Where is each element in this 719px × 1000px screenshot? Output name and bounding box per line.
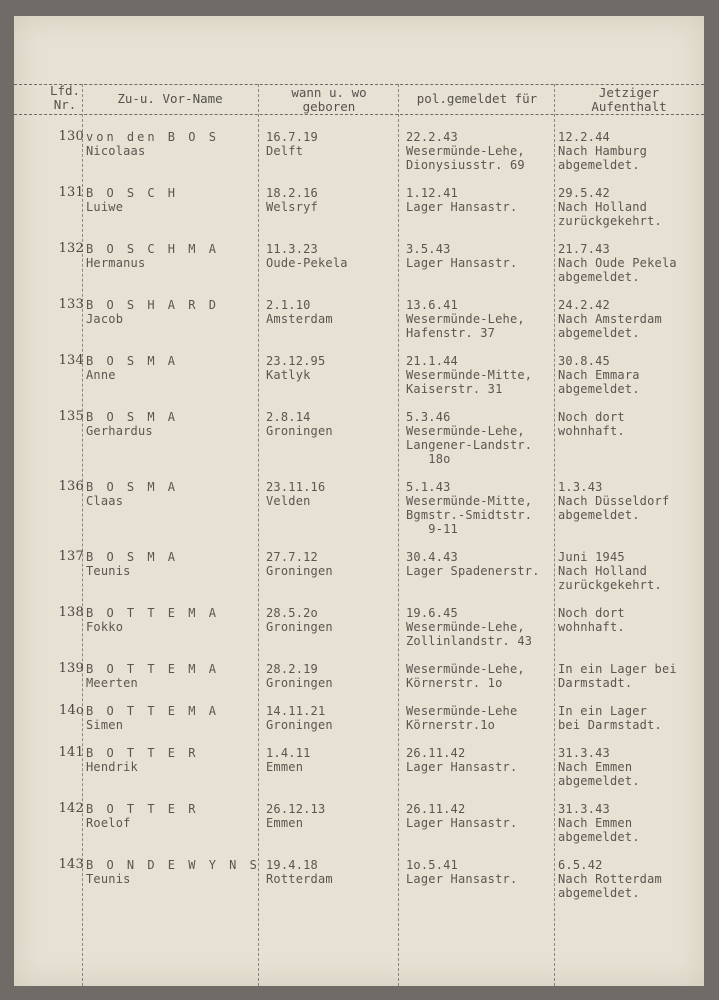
record-number bbox=[38, 662, 84, 676]
record-number-line: 141 bbox=[58, 745, 84, 760]
record-registration-line: Wesermünde-Lehe, bbox=[406, 144, 525, 158]
record-name-line: Nicolaas bbox=[86, 144, 146, 158]
record-number-line: 133 bbox=[58, 297, 84, 312]
record-number-line: 131 bbox=[58, 185, 84, 200]
record-registration bbox=[406, 242, 517, 270]
header-line: Lfd. bbox=[49, 83, 81, 98]
record-current-stay bbox=[558, 858, 662, 900]
record-number-line: 135 bbox=[58, 409, 84, 424]
record-name-line: Anne bbox=[86, 368, 116, 382]
record-current-stay-line: zurückgekehrt. bbox=[558, 578, 662, 592]
record-birth-line: 23.12.95 bbox=[266, 354, 326, 368]
record-name-line: B O T T E M A bbox=[86, 606, 219, 620]
record-birth-line: Groningen bbox=[266, 676, 333, 690]
record-birth bbox=[266, 550, 333, 578]
record-registration-line: Langener-Landstr. bbox=[406, 438, 533, 452]
record-birth bbox=[266, 704, 333, 732]
record-current-stay-line: 21.7.43 bbox=[558, 242, 610, 256]
record-name bbox=[86, 354, 178, 382]
record-current-stay-line: In ein Lager bei bbox=[558, 662, 677, 676]
header-registered bbox=[402, 92, 552, 106]
record-birth-line: Groningen bbox=[266, 564, 333, 578]
record-name bbox=[86, 130, 219, 158]
record-registration bbox=[406, 550, 540, 578]
record-number bbox=[38, 606, 84, 620]
record-current-stay-line: In ein Lager bbox=[558, 704, 648, 718]
header-lfd-nr bbox=[48, 84, 82, 112]
record-name bbox=[86, 858, 260, 886]
record-birth-line: 27.7.12 bbox=[266, 550, 318, 564]
record-birth-line: 1.4.11 bbox=[266, 746, 311, 760]
record-registration bbox=[406, 606, 532, 648]
record-name-line: Luiwe bbox=[86, 200, 124, 214]
record-name-line: B O N D E W Y N S bbox=[86, 858, 260, 872]
record-name-line: Claas bbox=[86, 494, 124, 508]
record-number bbox=[38, 242, 84, 256]
record-name-line: B O T T E M A bbox=[86, 662, 219, 676]
record-birth-line: Katlyk bbox=[266, 368, 311, 382]
header-born bbox=[262, 86, 396, 114]
column-rule-4 bbox=[554, 84, 555, 986]
record-birth-line: Groningen bbox=[266, 718, 333, 732]
record-registration-line: Hafenstr. 37 bbox=[406, 326, 496, 340]
column-rule-1 bbox=[82, 84, 83, 986]
record-number bbox=[38, 186, 84, 200]
record-registration-line: Körnerstr.1o bbox=[406, 718, 496, 732]
record-registration bbox=[406, 704, 517, 732]
record-name-line: Jacob bbox=[86, 312, 124, 326]
record-registration-line: Dionysiusstr. 69 bbox=[406, 158, 525, 172]
record-number bbox=[38, 746, 84, 760]
record-name-line: Teunis bbox=[86, 564, 131, 578]
record-number bbox=[38, 802, 84, 816]
record-birth-line: Oude-Pekela bbox=[266, 256, 348, 270]
record-birth-line: Welsryf bbox=[266, 200, 318, 214]
record-registration-line: Wesermünde-Mitte, bbox=[406, 368, 533, 382]
record-registration-line: Kaiserstr. 31 bbox=[406, 382, 503, 396]
record-name bbox=[86, 410, 178, 438]
record-name-line: B O S C H M A bbox=[86, 242, 219, 256]
record-current-stay-line: Juni 1945 bbox=[558, 550, 625, 564]
record-current-stay-line: abgemeldet. bbox=[558, 382, 640, 396]
record-current-stay bbox=[558, 410, 625, 438]
record-current-stay-line: Nach Hamburg bbox=[558, 144, 648, 158]
record-current-stay-line: bei Darmstadt. bbox=[558, 718, 662, 732]
record-current-stay bbox=[558, 704, 662, 732]
record-current-stay bbox=[558, 606, 625, 634]
record-number bbox=[38, 130, 84, 144]
record-number bbox=[38, 858, 84, 872]
record-number bbox=[38, 480, 84, 494]
record-number-line: 142 bbox=[58, 801, 84, 816]
record-registration-line: 22.2.43 bbox=[406, 130, 458, 144]
record-registration-line: Wesermünde-Lehe bbox=[406, 704, 518, 718]
record-registration-line: Wesermünde-Lehe, bbox=[406, 312, 525, 326]
record-current-stay-line: 6.5.42 bbox=[558, 858, 603, 872]
record-name-line: B O S M A bbox=[86, 354, 179, 368]
record-registration-line: Lager Spadenerstr. bbox=[406, 564, 540, 578]
record-number-line: 132 bbox=[58, 241, 84, 256]
record-registration-line: Wesermünde-Lehe, bbox=[406, 620, 525, 634]
record-name-line: Simen bbox=[86, 718, 124, 732]
record-name bbox=[86, 704, 219, 732]
record-registration-line: Lager Hansastr. bbox=[406, 816, 518, 830]
record-current-stay-line: abgemeldet. bbox=[558, 158, 640, 172]
record-birth bbox=[266, 858, 333, 886]
column-rule-2 bbox=[258, 84, 259, 986]
record-registration bbox=[406, 480, 532, 536]
record-registration-line: 1.12.41 bbox=[406, 186, 458, 200]
record-current-stay-line: abgemeldet. bbox=[558, 774, 640, 788]
record-current-stay-line: Nach Holland bbox=[558, 200, 648, 214]
record-name bbox=[86, 746, 198, 774]
record-registration-line: 18o bbox=[406, 452, 451, 466]
record-registration-line: 21.1.44 bbox=[406, 354, 458, 368]
record-current-stay-line: wohnhaft. bbox=[558, 620, 625, 634]
record-name bbox=[86, 186, 178, 214]
record-birth-line: 23.11.16 bbox=[266, 480, 326, 494]
record-birth-line: Groningen bbox=[266, 620, 333, 634]
record-birth bbox=[266, 802, 325, 830]
header-current-stay bbox=[556, 86, 702, 114]
record-registration bbox=[406, 410, 532, 466]
record-registration-line: 19.6.45 bbox=[406, 606, 458, 620]
record-birth bbox=[266, 746, 311, 774]
record-birth-line: 2.8.14 bbox=[266, 410, 311, 424]
record-current-stay-line: abgemeldet. bbox=[558, 326, 640, 340]
record-current-stay-line: Nach Emmen bbox=[558, 816, 633, 830]
record-current-stay-line: abgemeldet. bbox=[558, 270, 640, 284]
record-name bbox=[86, 480, 178, 508]
record-birth bbox=[266, 186, 318, 214]
record-current-stay-line: 1.3.43 bbox=[558, 480, 603, 494]
record-birth-line: Rotterdam bbox=[266, 872, 333, 886]
record-current-stay-line: 12.2.44 bbox=[558, 130, 610, 144]
record-name-line: B O S H A R D bbox=[86, 298, 219, 312]
record-birth-line: 28.2.19 bbox=[266, 662, 318, 676]
record-number bbox=[38, 298, 84, 312]
record-current-stay bbox=[558, 298, 662, 340]
record-current-stay-line: 31.3.43 bbox=[558, 802, 610, 816]
record-current-stay-line: Nach Emmara bbox=[558, 368, 640, 382]
record-current-stay-line: Noch dort bbox=[558, 606, 625, 620]
record-registration bbox=[406, 858, 517, 886]
record-current-stay bbox=[558, 242, 677, 284]
record-current-stay bbox=[558, 550, 662, 592]
record-name-line: Fokko bbox=[86, 620, 124, 634]
record-registration-line: 26.11.42 bbox=[406, 802, 466, 816]
record-registration bbox=[406, 746, 517, 774]
record-name bbox=[86, 606, 219, 634]
record-number-line: 139 bbox=[58, 661, 84, 676]
record-name-line: B O S M A bbox=[86, 550, 179, 564]
record-birth-line: Delft bbox=[266, 144, 304, 158]
record-registration bbox=[406, 186, 517, 214]
record-birth-line: Groningen bbox=[266, 424, 333, 438]
record-registration-line: 9-11 bbox=[406, 522, 458, 536]
record-current-stay bbox=[558, 480, 669, 522]
record-current-stay-line: Noch dort bbox=[558, 410, 625, 424]
record-number-line: 14o bbox=[59, 703, 84, 718]
record-registration-line: Lager Hansastr. bbox=[406, 256, 518, 270]
record-current-stay-line: Nach Oude Pekela bbox=[558, 256, 677, 270]
record-birth-line: 16.7.19 bbox=[266, 130, 318, 144]
record-birth bbox=[266, 354, 325, 382]
record-number bbox=[38, 704, 84, 718]
record-number-line: 138 bbox=[58, 605, 84, 620]
record-registration-line: Wesermünde-Lehe, bbox=[406, 662, 525, 676]
record-current-stay-line: Darmstadt. bbox=[558, 676, 633, 690]
record-name-line: von den B O S bbox=[86, 130, 219, 144]
record-birth bbox=[266, 298, 333, 326]
record-current-stay bbox=[558, 662, 677, 690]
record-birth-line: 19.4.18 bbox=[266, 858, 318, 872]
record-registration bbox=[406, 354, 532, 396]
header-line: Jetziger bbox=[598, 85, 660, 100]
record-birth-line: 2.1.10 bbox=[266, 298, 311, 312]
record-number-line: 137 bbox=[58, 549, 84, 564]
record-current-stay-line: zurückgekehrt. bbox=[558, 214, 662, 228]
record-current-stay-line: Nach Holland bbox=[558, 564, 648, 578]
header-line: Nr. bbox=[53, 97, 77, 112]
record-current-stay-line: abgemeldet. bbox=[558, 886, 640, 900]
record-birth bbox=[266, 410, 333, 438]
record-birth-line: 14.11.21 bbox=[266, 704, 326, 718]
record-registration-line: 30.4.43 bbox=[406, 550, 458, 564]
record-number-line: 134 bbox=[58, 353, 84, 368]
record-registration-line: Zollinlandstr. 43 bbox=[406, 634, 533, 648]
record-name-line: B O S C H bbox=[86, 186, 179, 200]
record-name-line: B O T T E M A bbox=[86, 704, 219, 718]
record-registration-line: 1o.5.41 bbox=[406, 858, 458, 872]
record-current-stay bbox=[558, 130, 647, 172]
record-registration bbox=[406, 802, 517, 830]
record-name bbox=[86, 242, 219, 270]
record-name-line: Hendrik bbox=[86, 760, 138, 774]
record-name-line: Gerhardus bbox=[86, 424, 153, 438]
column-rule-3 bbox=[398, 84, 399, 986]
record-name-line: B O T T E R bbox=[86, 746, 199, 760]
record-birth bbox=[266, 242, 348, 270]
header-line: pol.gemeldet für bbox=[416, 91, 538, 106]
record-birth-line: Velden bbox=[266, 494, 311, 508]
record-registration-line: Wesermünde-Mitte, bbox=[406, 494, 533, 508]
record-registration-line: Bgmstr.-Smidtstr. bbox=[406, 508, 533, 522]
record-name bbox=[86, 662, 219, 690]
record-birth-line: 18.2.16 bbox=[266, 186, 318, 200]
record-registration-line: 3.5.43 bbox=[406, 242, 451, 256]
record-name-line: Hermanus bbox=[86, 256, 146, 270]
record-registration bbox=[406, 662, 525, 690]
record-registration-line: Wesermünde-Lehe, bbox=[406, 424, 525, 438]
record-current-stay-line: abgemeldet. bbox=[558, 508, 640, 522]
record-number bbox=[38, 410, 84, 424]
record-registration-line: Lager Hansastr. bbox=[406, 872, 518, 886]
record-name-line: Roelof bbox=[86, 816, 131, 830]
record-current-stay-line: Nach Düsseldorf bbox=[558, 494, 670, 508]
record-current-stay bbox=[558, 746, 640, 788]
record-number-line: 143 bbox=[58, 857, 84, 872]
record-current-stay-line: abgemeldet. bbox=[558, 830, 640, 844]
record-registration-line: 13.6.41 bbox=[406, 298, 458, 312]
record-name-line: B O T T E R bbox=[86, 802, 199, 816]
record-birth bbox=[266, 662, 333, 690]
document-sheet bbox=[14, 16, 704, 986]
record-number bbox=[38, 354, 84, 368]
record-birth bbox=[266, 606, 333, 634]
record-name bbox=[86, 298, 219, 326]
record-current-stay-line: 24.2.42 bbox=[558, 298, 610, 312]
record-registration-line: 5.1.43 bbox=[406, 480, 451, 494]
record-birth-line: 28.5.2o bbox=[266, 606, 318, 620]
record-birth-line: 11.3.23 bbox=[266, 242, 318, 256]
record-registration-line: 26.11.42 bbox=[406, 746, 466, 760]
record-name-line: B O S M A bbox=[86, 410, 179, 424]
record-name-line: B O S M A bbox=[86, 480, 179, 494]
header-name bbox=[86, 92, 254, 106]
header-rule-bottom bbox=[14, 114, 704, 115]
record-current-stay-line: Nach Emmen bbox=[558, 760, 633, 774]
record-number-line: 130 bbox=[58, 129, 84, 144]
record-name bbox=[86, 802, 198, 830]
record-birth-line: Amsterdam bbox=[266, 312, 333, 326]
header-line: Zu-u. Vor-Name bbox=[117, 91, 223, 106]
record-registration-line: 5.3.46 bbox=[406, 410, 451, 424]
header-line: Aufenthalt bbox=[591, 99, 667, 114]
record-name-line: Meerten bbox=[86, 676, 138, 690]
record-name-line: Teunis bbox=[86, 872, 131, 886]
record-current-stay-line: Nach Amsterdam bbox=[558, 312, 662, 326]
record-birth-line: Emmen bbox=[266, 816, 304, 830]
record-current-stay bbox=[558, 802, 640, 844]
record-current-stay-line: wohnhaft. bbox=[558, 424, 625, 438]
record-current-stay bbox=[558, 354, 640, 396]
record-birth bbox=[266, 130, 318, 158]
record-birth bbox=[266, 480, 325, 508]
record-current-stay-line: Nach Rotterdam bbox=[558, 872, 662, 886]
record-registration-line: Körnerstr. 1o bbox=[406, 676, 503, 690]
record-registration-line: Lager Hansastr. bbox=[406, 200, 518, 214]
record-registration-line: Lager Hansastr. bbox=[406, 760, 518, 774]
record-current-stay-line: 29.5.42 bbox=[558, 186, 610, 200]
record-number-line: 136 bbox=[58, 479, 84, 494]
record-registration bbox=[406, 130, 525, 172]
record-birth-line: Emmen bbox=[266, 760, 304, 774]
header-line: geboren bbox=[302, 99, 356, 114]
record-number bbox=[38, 550, 84, 564]
record-name bbox=[86, 550, 178, 578]
record-current-stay bbox=[558, 186, 662, 228]
record-registration bbox=[406, 298, 525, 340]
header-line: wann u. wo bbox=[291, 85, 367, 100]
record-current-stay-line: 31.3.43 bbox=[558, 746, 610, 760]
record-current-stay-line: 30.8.45 bbox=[558, 354, 610, 368]
record-birth-line: 26.12.13 bbox=[266, 802, 326, 816]
